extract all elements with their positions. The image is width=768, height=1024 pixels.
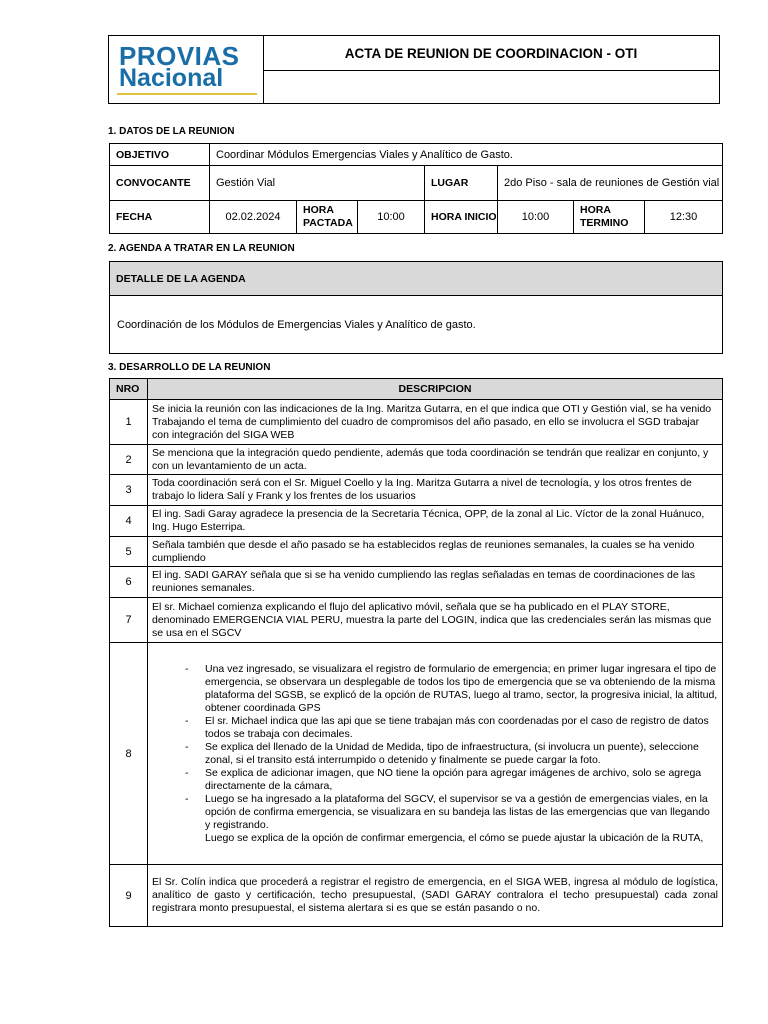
table-row [110, 865, 723, 927]
row-number: 6 [110, 567, 148, 598]
objetivo-label: OBJETIVO [110, 144, 210, 166]
row-number: 1 [110, 400, 148, 445]
logo-underline [117, 93, 257, 95]
lugar-value: 2do Piso - sala de reuniones de Gestión vial [498, 166, 723, 201]
row-number: 5 [110, 537, 148, 567]
meeting-data-table [109, 143, 723, 234]
hora-termino-label: HORA TERMINO [574, 201, 645, 234]
row-number: 9 [110, 865, 148, 927]
logo-text-provias: PROVIAS [119, 41, 240, 71]
table-row [110, 537, 723, 567]
hora-inicio-value: 10:00 [498, 201, 574, 234]
row-description: Se inicia la reunión con las indicaciones de la Ing. Maritza Gutarra, en el que indica que OTI y Gestión vial, se ha venido Trabajando el tema de cumplimiento del cuadro de compromisos del año pasado, en ello se involucra el SGD trabajar con integración del SIGA WEB [148, 400, 723, 445]
agenda-detail-label: DETALLE DE LA AGENDA [110, 262, 723, 296]
convocante-value: Gestión Vial [210, 166, 425, 201]
row-description [148, 643, 723, 865]
row-number: 3 [110, 475, 148, 506]
logo-text-nacional: Nacional [119, 64, 224, 92]
row-description: Señala también que desde el año pasado se ha establecidos reglas de reuniones semanales, la cuales se ha venido cumpliendo [148, 537, 723, 567]
agenda-detail-value: Coordinación de los Módulos de Emergencias Viales y Analítico de gasto. [110, 296, 723, 354]
col-header-nro: NRO [110, 379, 148, 400]
row-description: Se menciona que la integración quedo pendiente, además que toda coordinación se tendrán que realizar en conjunto, y con un levantamiento de un acta. [148, 445, 723, 475]
table-row [110, 567, 723, 598]
row-description: El sr. Michael comienza explicando el flujo del aplicativo móvil, señala que se ha publicado en el PLAY STORE, denominado EMERGENCIA VIAL PERU, muestra la parte del LOGIN, indica que las credenciales serán las mismas que se usa en el SGCV [148, 598, 723, 643]
table-row [110, 506, 723, 537]
table-row [110, 400, 723, 445]
row-description: El Sr. Colín indica que procederá a registrar el registro de emergencia, en el SIGA WEB, ingresa al módulo de logística, analítico de gasto y certificación, techo presupuestal, (SADI GARAY contralora el techo presupuestal) cada zonal registrara monto presupuestal, el sistema alertara si es que se están pasando o no. [148, 865, 723, 927]
agenda-table [109, 261, 723, 354]
row-number: 4 [110, 506, 148, 537]
list-item: - Se explica del llenado de la Unidad de Medida, tipo de infraestructura, (si involucra un puente), seleccione zonal, si el transito está interrumpido o detenido y finalmente se puede cargar la foto. [185, 740, 699, 766]
development-table [109, 378, 723, 927]
row-description: El ing. SADI GARAY señala que si se ha venido cumpliendo las reglas señaladas en temas de coordinaciones de las reuniones semanales. [148, 567, 723, 598]
document-header [108, 35, 720, 104]
list-item: - Luego se ha ingresado a la plataforma del SGCV, el supervisor se va a gestión de emergencias viales, en la opción de confirma emergencia, se visualizara en su bandeja las listas de las emergencias que van llegando y registrando. [185, 792, 710, 831]
list-continuation: Luego se explica de la opción de confirmar emergencia, el cómo se puede ajustar la ubicación de la RUTA, [205, 831, 704, 844]
bullet-list [152, 663, 718, 832]
row-number: 8 [110, 643, 148, 865]
hora-pactada-label: HORA PACTADA [297, 201, 358, 234]
row-number: 7 [110, 598, 148, 643]
section-3-title: 3. DESARROLLO DE LA REUNION [108, 362, 271, 373]
table-row [110, 643, 723, 865]
table-row [110, 598, 723, 643]
col-header-descripcion: DESCRIPCION [148, 379, 723, 400]
lugar-label: LUGAR [425, 166, 498, 201]
table-row [110, 475, 723, 506]
logo [109, 36, 264, 103]
convocante-label: CONVOCANTE [110, 166, 210, 201]
document-title: ACTA DE REUNION DE COORDINACION - OTI [263, 36, 719, 71]
table-row [110, 445, 723, 475]
fecha-value: 02.02.2024 [210, 201, 297, 234]
row-description: Toda coordinación será con el Sr. Miguel Coello y la Ing. Maritza Gutarra a nivel de tecnología, y los otros frentes de trabajo lo lidera Salí y Frank y los frentes de los usuarios [148, 475, 723, 506]
fecha-label: FECHA [110, 201, 210, 234]
hora-inicio-label: HORA INICIO [425, 201, 498, 234]
section-1-title: 1. DATOS DE LA REUNION [108, 126, 235, 137]
row-number: 2 [110, 445, 148, 475]
section-2-title: 2. AGENDA A TRATAR EN LA REUNION [108, 243, 295, 254]
hora-pactada-value: 10:00 [358, 201, 425, 234]
hora-termino-value: 12:30 [645, 201, 723, 234]
list-item: - Una vez ingresado, se visualizara el registro de formulario de emergencia; en primer lugar ingresara el tipo de emergencia, se observara un desplegable de todos los tipo de emergencia que se va obteniendo de la misma plataforma del SGSB, se explicó de la opción de RUTAS, luego al tramo, sector, la progresiva inicial, la altitud, obtener coordinada GPS [185, 662, 718, 714]
list-item: - Se explica de adicionar imagen, que NO tiene la opción para agregar imágenes de archivo, solo se agrega directamente de la cámara, [185, 766, 702, 792]
objetivo-value: Coordinar Módulos Emergencias Viales y Analítico de Gasto. [210, 144, 723, 166]
list-item: - El sr. Michael indica que las api que se tiene trabajan más con coordenadas por el caso de registro de datos todos se trabaja con decimales. [185, 714, 709, 740]
row-description: El ing. Sadi Garay agradece la presencia de la Secretaria Técnica, OPP, de la zonal al Lic. Víctor de la zonal Huánuco, Ing. Hugo Esterripa. [148, 506, 723, 537]
